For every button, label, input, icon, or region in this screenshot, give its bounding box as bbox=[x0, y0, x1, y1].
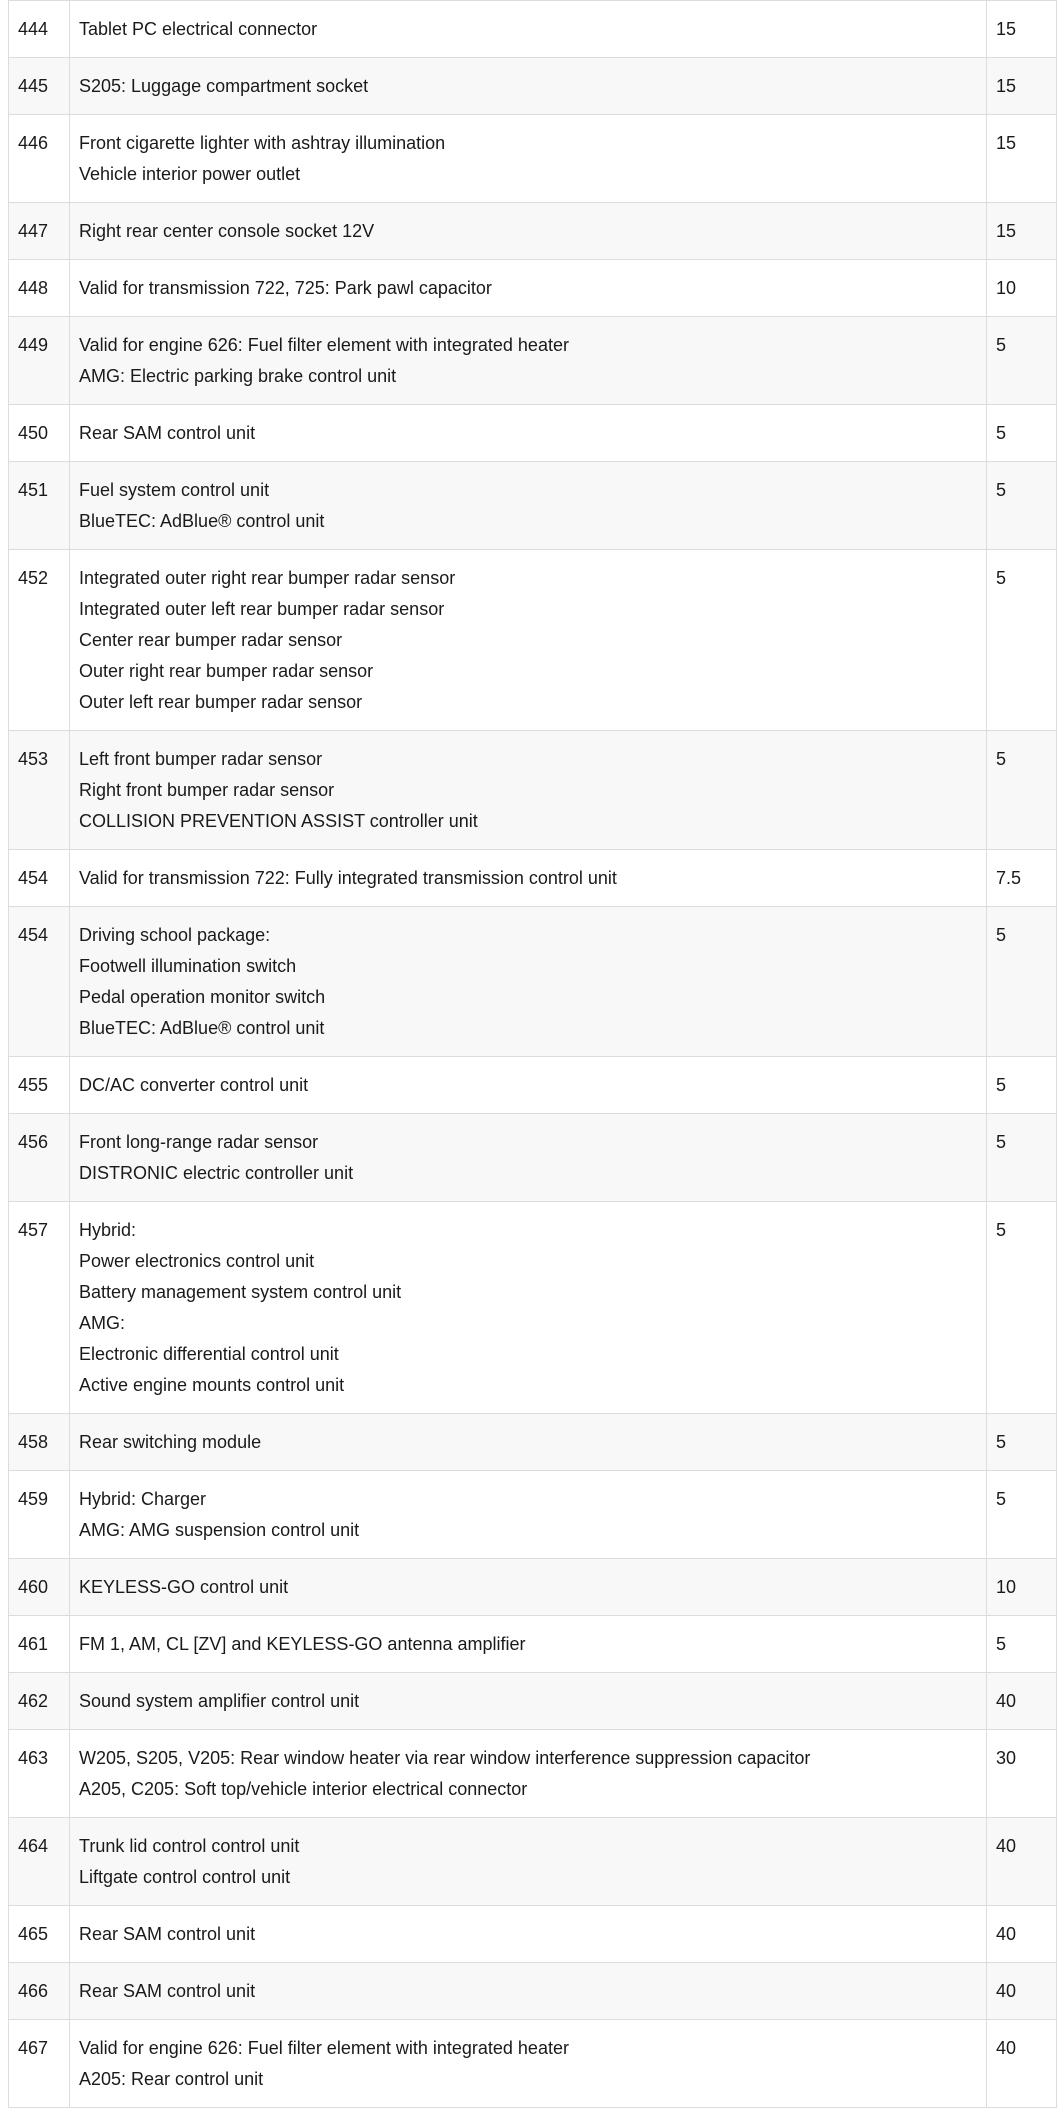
fuse-description-line: Power electronics control unit bbox=[79, 1251, 315, 1271]
fuse-description-line: W205, S205, V205: Rear window heater via rear window interference suppression capacitor bbox=[79, 1748, 811, 1768]
fuse-description-line: AMG: bbox=[79, 1313, 126, 1333]
fuse-description-line: BlueTEC: AdBlue® control unit bbox=[79, 511, 325, 531]
fuse-description-line: Left front bumper radar sensor bbox=[79, 749, 323, 769]
fuse-description-cell bbox=[70, 2020, 987, 2108]
fuse-description-cell bbox=[70, 850, 987, 907]
fuse-number-cell: 449 bbox=[9, 317, 70, 405]
fuse-amperage-cell: 5 bbox=[987, 731, 1057, 850]
fuse-amperage-cell: 15 bbox=[987, 203, 1057, 260]
fuse-description-line: Right rear center console socket 12V bbox=[79, 221, 375, 241]
fuse-number-cell: 458 bbox=[9, 1414, 70, 1471]
fuse-description-line: Tablet PC electrical connector bbox=[79, 19, 318, 39]
fuse-description-line: DISTRONIC electric controller unit bbox=[79, 1163, 354, 1183]
fuse-amperage-cell: 40 bbox=[987, 2020, 1057, 2108]
fuse-number-cell: 444 bbox=[9, 1, 70, 58]
fuse-amperage-cell: 5 bbox=[987, 1616, 1057, 1673]
table-row bbox=[9, 58, 1057, 115]
fuse-description-line: Rear SAM control unit bbox=[79, 1924, 256, 1944]
fuse-number-cell: 459 bbox=[9, 1471, 70, 1559]
fuse-amperage-cell: 5 bbox=[987, 405, 1057, 462]
fuse-description-cell bbox=[70, 1906, 987, 1963]
fuse-description-line: Pedal operation monitor switch bbox=[79, 987, 326, 1007]
fuse-description-cell bbox=[70, 731, 987, 850]
fuse-number-cell: 455 bbox=[9, 1057, 70, 1114]
fuse-description-line: Driving school package: bbox=[79, 925, 271, 945]
fuse-number-cell: 451 bbox=[9, 462, 70, 550]
table-row bbox=[9, 405, 1057, 462]
fuse-description-line: Integrated outer right rear bumper radar sensor bbox=[79, 568, 456, 588]
fuse-description-line: Outer left rear bumper radar sensor bbox=[79, 692, 363, 712]
fuse-description-line: Hybrid: Charger bbox=[79, 1489, 207, 1509]
fuse-description-line: Rear SAM control unit bbox=[79, 1981, 256, 2001]
table-row bbox=[9, 2020, 1057, 2108]
table-row bbox=[9, 1414, 1057, 1471]
fuse-amperage-cell: 15 bbox=[987, 1, 1057, 58]
table-row bbox=[9, 1471, 1057, 1559]
fuse-amperage-cell: 10 bbox=[987, 1559, 1057, 1616]
fuse-description-line: Rear switching module bbox=[79, 1432, 262, 1452]
fuse-description-line: Front cigarette lighter with ashtray illumination bbox=[79, 133, 446, 153]
fuse-number-cell: 460 bbox=[9, 1559, 70, 1616]
fuse-description-line: Front long-range radar sensor bbox=[79, 1132, 319, 1152]
fuse-description-line: Right front bumper radar sensor bbox=[79, 780, 335, 800]
fuse-number-cell: 463 bbox=[9, 1730, 70, 1818]
table-row bbox=[9, 203, 1057, 260]
fuse-description-cell bbox=[70, 1673, 987, 1730]
fuse-description-line: Liftgate control control unit bbox=[79, 1867, 291, 1887]
table-row bbox=[9, 260, 1057, 317]
fuse-description-cell bbox=[70, 1963, 987, 2020]
fuse-amperage-cell: 5 bbox=[987, 317, 1057, 405]
fuse-description-line: AMG: Electric parking brake control unit bbox=[79, 366, 397, 386]
fuse-number-cell: 462 bbox=[9, 1673, 70, 1730]
fuse-description-cell bbox=[70, 405, 987, 462]
fuse-description-cell bbox=[70, 260, 987, 317]
table-row bbox=[9, 1963, 1057, 2020]
fuse-description-line: Valid for transmission 722: Fully integrated transmission control unit bbox=[79, 868, 617, 888]
fuse-number-cell: 464 bbox=[9, 1818, 70, 1906]
fuse-number-cell: 454 bbox=[9, 907, 70, 1057]
fuse-description-line: Outer right rear bumper radar sensor bbox=[79, 661, 374, 681]
fuse-description-line: Vehicle interior power outlet bbox=[79, 164, 301, 184]
fuse-description-line: A205: Rear control unit bbox=[79, 2069, 264, 2089]
fuse-description-line: Fuel system control unit bbox=[79, 480, 270, 500]
table-row bbox=[9, 1616, 1057, 1673]
fuse-number-cell: 466 bbox=[9, 1963, 70, 2020]
fuse-description-cell bbox=[70, 1, 987, 58]
fuse-description-line: Battery management system control unit bbox=[79, 1282, 402, 1302]
fuse-number-cell: 457 bbox=[9, 1202, 70, 1414]
fuse-description-cell bbox=[70, 317, 987, 405]
fuse-description-line: FM 1, AM, CL [ZV] and KEYLESS-GO antenna amplifier bbox=[79, 1634, 526, 1654]
fuse-amperage-cell: 5 bbox=[987, 907, 1057, 1057]
fuse-amperage-cell: 15 bbox=[987, 115, 1057, 203]
fuse-description-line: Active engine mounts control unit bbox=[79, 1375, 345, 1395]
table-row bbox=[9, 850, 1057, 907]
fuse-description-line: Electronic differential control unit bbox=[79, 1344, 339, 1364]
table-row bbox=[9, 1906, 1057, 1963]
fuse-number-cell: 450 bbox=[9, 405, 70, 462]
fuse-table-container bbox=[8, 0, 1056, 2108]
fuse-description-cell bbox=[70, 1559, 987, 1616]
fuse-number-cell: 448 bbox=[9, 260, 70, 317]
fuse-description-line: Footwell illumination switch bbox=[79, 956, 297, 976]
fuse-number-cell: 467 bbox=[9, 2020, 70, 2108]
fuse-description-line: KEYLESS-GO control unit bbox=[79, 1577, 289, 1597]
fuse-amperage-cell: 40 bbox=[987, 1963, 1057, 2020]
fuse-amperage-cell: 5 bbox=[987, 1471, 1057, 1559]
table-row bbox=[9, 550, 1057, 731]
fuse-amperage-cell: 5 bbox=[987, 1057, 1057, 1114]
table-row bbox=[9, 1818, 1057, 1906]
fuse-description-cell bbox=[70, 907, 987, 1057]
fuse-amperage-cell: 15 bbox=[987, 58, 1057, 115]
fuse-description-line: Valid for engine 626: Fuel filter element with integrated heater bbox=[79, 2038, 569, 2058]
fuse-description-line: BlueTEC: AdBlue® control unit bbox=[79, 1018, 325, 1038]
table-row bbox=[9, 1202, 1057, 1414]
fuse-number-cell: 446 bbox=[9, 115, 70, 203]
fuse-number-cell: 456 bbox=[9, 1114, 70, 1202]
table-row bbox=[9, 1114, 1057, 1202]
fuse-description-line: Trunk lid control control unit bbox=[79, 1836, 300, 1856]
fuse-table-body bbox=[9, 1, 1057, 2108]
fuse-description-cell bbox=[70, 58, 987, 115]
fuse-number-cell: 445 bbox=[9, 58, 70, 115]
table-row bbox=[9, 731, 1057, 850]
fuse-description-cell bbox=[70, 550, 987, 731]
fuse-description-line: Integrated outer left rear bumper radar sensor bbox=[79, 599, 445, 619]
fuse-amperage-cell: 5 bbox=[987, 462, 1057, 550]
fuse-description-cell bbox=[70, 462, 987, 550]
fuse-amperage-cell: 30 bbox=[987, 1730, 1057, 1818]
table-row bbox=[9, 115, 1057, 203]
fuse-description-cell bbox=[70, 203, 987, 260]
fuse-amperage-cell: 40 bbox=[987, 1906, 1057, 1963]
fuse-number-cell: 461 bbox=[9, 1616, 70, 1673]
fuse-amperage-cell: 5 bbox=[987, 1414, 1057, 1471]
fuse-amperage-cell: 40 bbox=[987, 1818, 1057, 1906]
fuse-description-cell bbox=[70, 1730, 987, 1818]
fuse-description-line: Valid for engine 626: Fuel filter element with integrated heater bbox=[79, 335, 569, 355]
fuse-description-line: Rear SAM control unit bbox=[79, 423, 256, 443]
fuse-number-cell: 465 bbox=[9, 1906, 70, 1963]
table-row bbox=[9, 317, 1057, 405]
fuse-amperage-cell: 5 bbox=[987, 1114, 1057, 1202]
fuse-description-line: DC/AC converter control unit bbox=[79, 1075, 309, 1095]
fuse-number-cell: 454 bbox=[9, 850, 70, 907]
fuse-description-line: S205: Luggage compartment socket bbox=[79, 76, 369, 96]
table-row bbox=[9, 1673, 1057, 1730]
fuse-number-cell: 453 bbox=[9, 731, 70, 850]
fuse-description-line: AMG: AMG suspension control unit bbox=[79, 1520, 360, 1540]
fuse-description-cell bbox=[70, 1202, 987, 1414]
table-row bbox=[9, 462, 1057, 550]
table-row bbox=[9, 1057, 1057, 1114]
table-row bbox=[9, 1559, 1057, 1616]
fuse-number-cell: 452 bbox=[9, 550, 70, 731]
fuse-description-line: Hybrid: bbox=[79, 1220, 137, 1240]
fuse-description-cell bbox=[70, 1818, 987, 1906]
fuse-description-line: Valid for transmission 722, 725: Park pawl capacitor bbox=[79, 278, 492, 298]
fuse-description-cell bbox=[70, 1057, 987, 1114]
fuse-description-cell bbox=[70, 115, 987, 203]
table-row bbox=[9, 1, 1057, 58]
fuse-number-cell: 447 bbox=[9, 203, 70, 260]
table-row bbox=[9, 907, 1057, 1057]
fuse-amperage-cell: 10 bbox=[987, 260, 1057, 317]
fuse-amperage-cell: 7.5 bbox=[987, 850, 1057, 907]
fuse-description-cell bbox=[70, 1414, 987, 1471]
fuse-table bbox=[8, 0, 1057, 2108]
fuse-amperage-cell: 5 bbox=[987, 1202, 1057, 1414]
fuse-amperage-cell: 40 bbox=[987, 1673, 1057, 1730]
fuse-amperage-cell: 5 bbox=[987, 550, 1057, 731]
fuse-description-line: Sound system amplifier control unit bbox=[79, 1691, 360, 1711]
fuse-description-line: Center rear bumper radar sensor bbox=[79, 630, 343, 650]
fuse-description-cell bbox=[70, 1114, 987, 1202]
fuse-description-line: A205, C205: Soft top/vehicle interior electrical connector bbox=[79, 1779, 528, 1799]
fuse-description-cell bbox=[70, 1616, 987, 1673]
fuse-description-line: COLLISION PREVENTION ASSIST controller unit bbox=[79, 811, 478, 831]
fuse-description-cell bbox=[70, 1471, 987, 1559]
table-row bbox=[9, 1730, 1057, 1818]
